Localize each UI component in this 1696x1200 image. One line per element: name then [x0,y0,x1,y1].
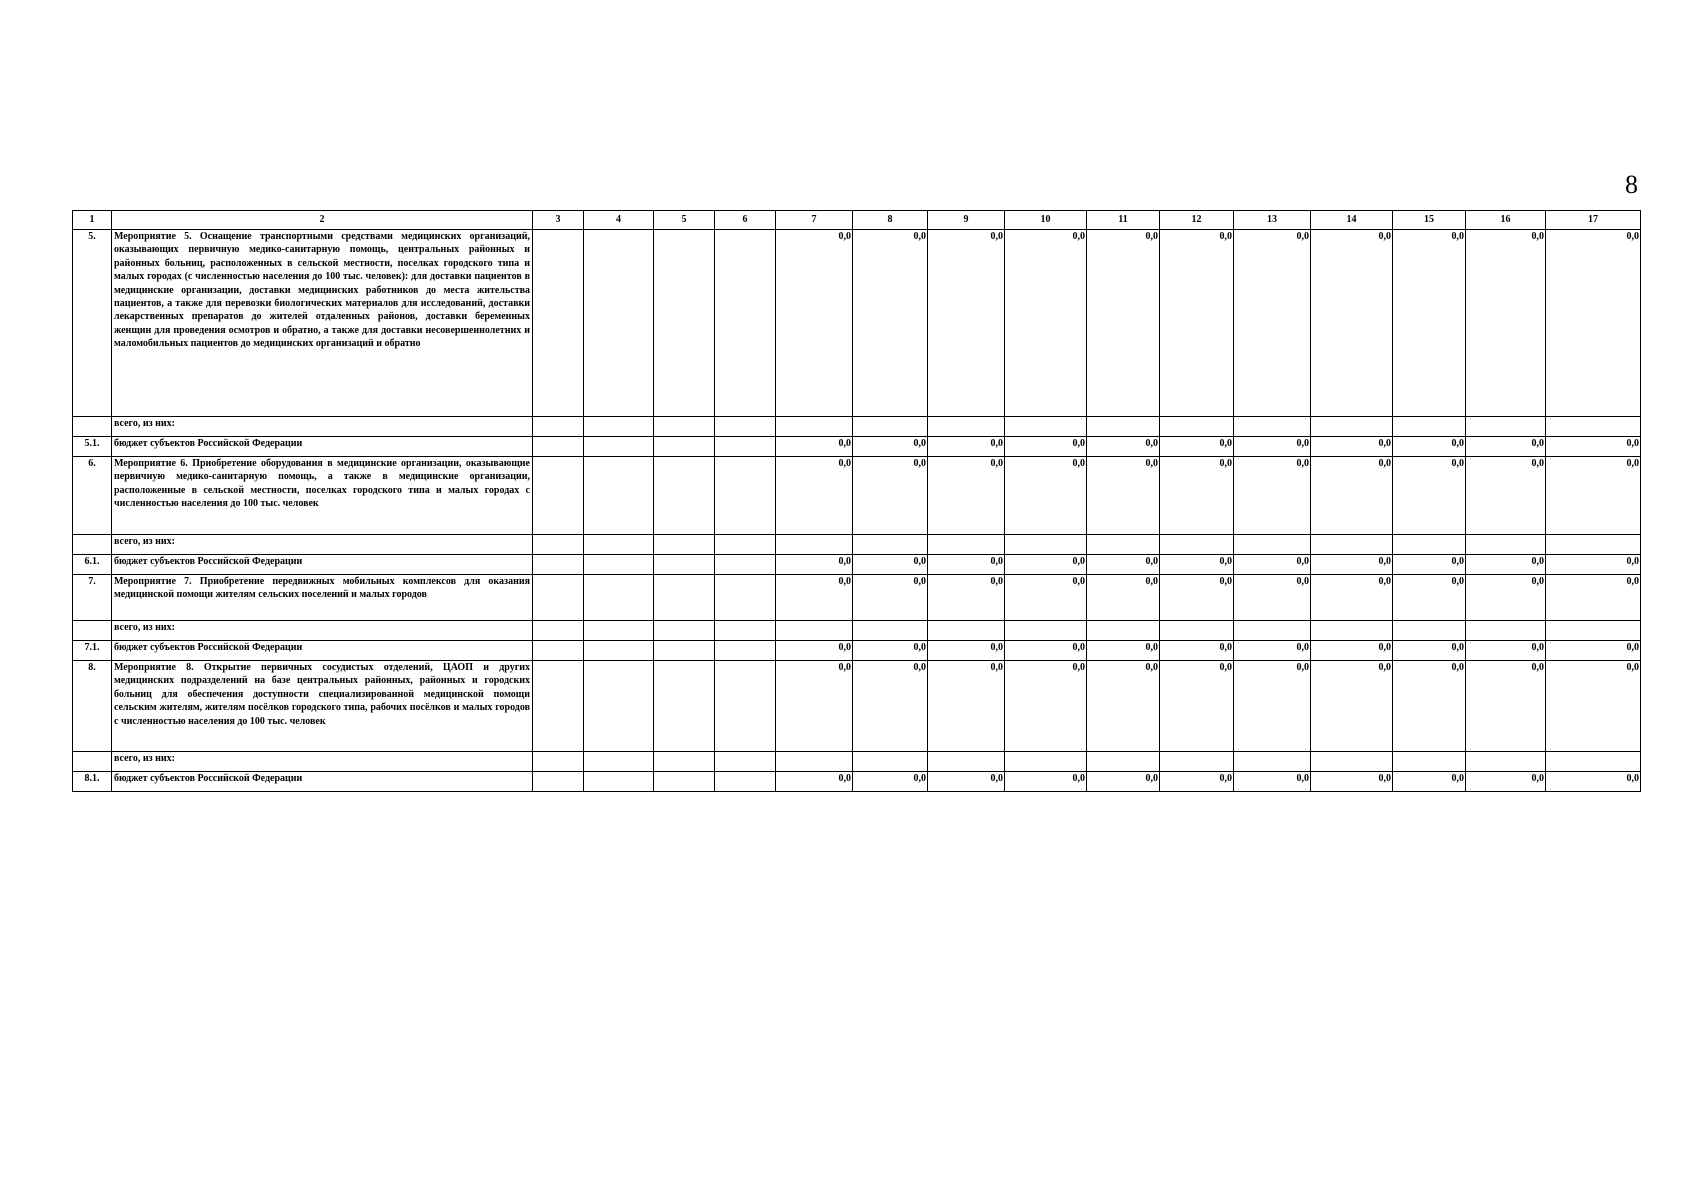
value-cell-col-10 [1005,417,1087,437]
column-header-2: 2 [112,211,533,230]
value-cell-col-13: 0,0 [1234,457,1311,535]
value-cell-col-16: 0,0 [1466,555,1546,575]
row-description: Мероприятие 7. Приобретение передвижных мобильных комплексов для оказания медицинской помощи жителям сельских поселений и малых городов [112,575,533,621]
value-cell-col-8: 0,0 [853,555,928,575]
value-cell-col-5 [654,437,715,457]
value-cell-col-8 [853,417,928,437]
row-description: бюджет субъектов Российской Федерации [112,555,533,575]
financing-table [72,210,1641,792]
table-row-fin [73,641,1641,661]
value-cell-col-7: 0,0 [776,437,853,457]
value-cell-col-17: 0,0 [1546,457,1641,535]
value-cell-col-16 [1466,752,1546,772]
value-cell-col-4 [584,661,654,752]
value-cell-col-14 [1311,417,1393,437]
value-cell-col-10 [1005,535,1087,555]
value-cell-col-17: 0,0 [1546,555,1641,575]
row-number: 5.1. [73,437,112,457]
value-cell-col-17 [1546,621,1641,641]
value-cell-col-4 [584,641,654,661]
value-cell-col-7 [776,535,853,555]
value-cell-col-9: 0,0 [928,437,1005,457]
column-header-9: 9 [928,211,1005,230]
value-cell-col-11: 0,0 [1087,437,1160,457]
value-cell-col-3 [533,230,584,417]
value-cell-col-12 [1160,621,1234,641]
value-cell-col-15 [1393,752,1466,772]
value-cell-col-5 [654,621,715,641]
value-cell-col-5 [654,661,715,752]
value-cell-col-6 [715,555,776,575]
row-description: всего, из них: [112,417,533,437]
value-cell-col-16: 0,0 [1466,575,1546,621]
value-cell-col-6 [715,661,776,752]
value-cell-col-10: 0,0 [1005,641,1087,661]
value-cell-col-10 [1005,621,1087,641]
value-cell-col-5 [654,535,715,555]
column-header-6: 6 [715,211,776,230]
column-header-10: 10 [1005,211,1087,230]
row-number: 7.1. [73,641,112,661]
value-cell-col-11: 0,0 [1087,641,1160,661]
value-cell-col-8 [853,752,928,772]
value-cell-col-11 [1087,752,1160,772]
value-cell-col-15 [1393,535,1466,555]
value-cell-col-14: 0,0 [1311,661,1393,752]
value-cell-col-17: 0,0 [1546,575,1641,621]
column-header-12: 12 [1160,211,1234,230]
table-row-main [73,661,1641,752]
value-cell-col-10: 0,0 [1005,772,1087,792]
table-row-fin [73,437,1641,457]
value-cell-col-15 [1393,621,1466,641]
column-header-16: 16 [1466,211,1546,230]
value-cell-col-15: 0,0 [1393,555,1466,575]
row-number: 6.1. [73,555,112,575]
value-cell-col-3 [533,575,584,621]
value-cell-col-11: 0,0 [1087,575,1160,621]
value-cell-col-13: 0,0 [1234,575,1311,621]
value-cell-col-4 [584,417,654,437]
table-row-main [73,575,1641,621]
value-cell-col-12: 0,0 [1160,230,1234,417]
value-cell-col-10 [1005,752,1087,772]
value-cell-col-9: 0,0 [928,641,1005,661]
value-cell-col-8: 0,0 [853,437,928,457]
table-row-sub [73,535,1641,555]
value-cell-col-6 [715,752,776,772]
value-cell-col-10: 0,0 [1005,437,1087,457]
row-number [73,752,112,772]
value-cell-col-3 [533,437,584,457]
column-header-3: 3 [533,211,584,230]
table-row-main [73,230,1641,417]
row-description: Мероприятие 5. Оснащение транспортными средствами медицинских организаций, оказывающих первичную медико-санитарную помощь, центральных районных и районных больниц, расположенных в сельской местности, поселках городского типа и малых городах (с численностью населения до 100 тыс. человек): для доставки пациентов в медицинские организации, доставки медицинских работников до места жительства пациентов, а также для перевозки биологических материалов для исследований, доставки лекарственных препаратов до жителей отдаленных районов, доставки беременных женщин для проведения осмотров и обратно, а также для доставки несовершеннолетних и маломобильных пациентов до медицинских организаций и обратно [112,230,533,417]
value-cell-col-12 [1160,535,1234,555]
value-cell-col-6 [715,535,776,555]
value-cell-col-12: 0,0 [1160,575,1234,621]
column-header-13: 13 [1234,211,1311,230]
page-number: 8 [1625,170,1638,199]
value-cell-col-16 [1466,535,1546,555]
value-cell-col-8 [853,535,928,555]
value-cell-col-3 [533,641,584,661]
value-cell-col-7: 0,0 [776,575,853,621]
value-cell-col-9 [928,752,1005,772]
value-cell-col-7: 0,0 [776,457,853,535]
value-cell-col-9: 0,0 [928,555,1005,575]
value-cell-col-14: 0,0 [1311,230,1393,417]
value-cell-col-17: 0,0 [1546,230,1641,417]
column-header-4: 4 [584,211,654,230]
value-cell-col-13 [1234,417,1311,437]
value-cell-col-5 [654,230,715,417]
value-cell-col-10: 0,0 [1005,457,1087,535]
value-cell-col-6 [715,417,776,437]
value-cell-col-11: 0,0 [1087,661,1160,752]
value-cell-col-4 [584,535,654,555]
table-body [73,230,1641,792]
value-cell-col-11: 0,0 [1087,457,1160,535]
value-cell-col-16 [1466,621,1546,641]
value-cell-col-7: 0,0 [776,641,853,661]
value-cell-col-5 [654,772,715,792]
value-cell-col-12: 0,0 [1160,772,1234,792]
value-cell-col-12: 0,0 [1160,457,1234,535]
value-cell-col-15: 0,0 [1393,575,1466,621]
value-cell-col-13: 0,0 [1234,230,1311,417]
value-cell-col-16: 0,0 [1466,641,1546,661]
column-header-1: 1 [73,211,112,230]
value-cell-col-11 [1087,621,1160,641]
value-cell-col-8 [853,621,928,641]
row-description: Мероприятие 6. Приобретение оборудования в медицинские организации, оказывающие первичную медико-санитарную помощь, а также в медицинские организации, расположенные в сельской местности, поселках городского типа и малых городах с численностью населения до 100 тыс. человек [112,457,533,535]
value-cell-col-15: 0,0 [1393,457,1466,535]
value-cell-col-8: 0,0 [853,457,928,535]
row-number [73,535,112,555]
value-cell-col-7: 0,0 [776,555,853,575]
row-description: всего, из них: [112,535,533,555]
value-cell-col-9: 0,0 [928,230,1005,417]
value-cell-col-14: 0,0 [1311,437,1393,457]
value-cell-col-11: 0,0 [1087,230,1160,417]
value-cell-col-17: 0,0 [1546,641,1641,661]
header-row [73,211,1641,230]
value-cell-col-3 [533,772,584,792]
value-cell-col-6 [715,772,776,792]
column-header-8: 8 [853,211,928,230]
value-cell-col-4 [584,621,654,641]
row-description: Мероприятие 8. Открытие первичных сосудистых отделений, ЦАОП и других медицинских подразделений на базе центральных районных, районных и городских больниц для обеспечения доступности специализированной медицинской помощи сельским жителям, жителям посёлков городского типа, рабочих посёлков и малых городов с численностью населения до 100 тыс. человек [112,661,533,752]
value-cell-col-13: 0,0 [1234,437,1311,457]
value-cell-col-13 [1234,621,1311,641]
value-cell-col-12 [1160,752,1234,772]
value-cell-col-6 [715,575,776,621]
value-cell-col-12 [1160,417,1234,437]
column-header-7: 7 [776,211,853,230]
value-cell-col-3 [533,457,584,535]
value-cell-col-13: 0,0 [1234,661,1311,752]
table-row-fin [73,772,1641,792]
value-cell-col-5 [654,457,715,535]
value-cell-col-15: 0,0 [1393,230,1466,417]
value-cell-col-14: 0,0 [1311,772,1393,792]
value-cell-col-16: 0,0 [1466,772,1546,792]
value-cell-col-15: 0,0 [1393,641,1466,661]
value-cell-col-3 [533,661,584,752]
value-cell-col-10: 0,0 [1005,575,1087,621]
value-cell-col-8: 0,0 [853,661,928,752]
value-cell-col-14: 0,0 [1311,641,1393,661]
value-cell-col-9: 0,0 [928,575,1005,621]
value-cell-col-15: 0,0 [1393,661,1466,752]
value-cell-col-4 [584,575,654,621]
value-cell-col-15: 0,0 [1393,437,1466,457]
value-cell-col-3 [533,621,584,641]
row-description: всего, из них: [112,752,533,772]
row-description: бюджет субъектов Российской Федерации [112,772,533,792]
row-number: 5. [73,230,112,417]
value-cell-col-6 [715,437,776,457]
value-cell-col-11 [1087,417,1160,437]
value-cell-col-14: 0,0 [1311,457,1393,535]
value-cell-col-5 [654,575,715,621]
value-cell-col-17 [1546,417,1641,437]
value-cell-col-17: 0,0 [1546,661,1641,752]
table-row-sub [73,417,1641,437]
value-cell-col-7: 0,0 [776,230,853,417]
value-cell-col-6 [715,457,776,535]
value-cell-col-6 [715,230,776,417]
value-cell-col-9 [928,535,1005,555]
value-cell-col-9: 0,0 [928,772,1005,792]
value-cell-col-12: 0,0 [1160,641,1234,661]
value-cell-col-16 [1466,417,1546,437]
value-cell-col-7: 0,0 [776,772,853,792]
table-row-sub [73,621,1641,641]
value-cell-col-6 [715,641,776,661]
row-description: бюджет субъектов Российской Федерации [112,437,533,457]
row-number: 8.1. [73,772,112,792]
row-number [73,417,112,437]
value-cell-col-16: 0,0 [1466,437,1546,457]
value-cell-col-3 [533,417,584,437]
value-cell-col-14 [1311,621,1393,641]
value-cell-col-17: 0,0 [1546,437,1641,457]
value-cell-col-14 [1311,535,1393,555]
value-cell-col-15: 0,0 [1393,772,1466,792]
value-cell-col-12: 0,0 [1160,437,1234,457]
value-cell-col-13 [1234,752,1311,772]
value-cell-col-14: 0,0 [1311,575,1393,621]
value-cell-col-8: 0,0 [853,230,928,417]
table-row-main [73,457,1641,535]
value-cell-col-10: 0,0 [1005,555,1087,575]
value-cell-col-13: 0,0 [1234,555,1311,575]
value-cell-col-4 [584,437,654,457]
value-cell-col-4 [584,457,654,535]
value-cell-col-4 [584,555,654,575]
value-cell-col-7 [776,417,853,437]
value-cell-col-14 [1311,752,1393,772]
value-cell-col-8: 0,0 [853,772,928,792]
value-cell-col-8: 0,0 [853,641,928,661]
value-cell-col-9 [928,417,1005,437]
value-cell-col-9: 0,0 [928,457,1005,535]
value-cell-col-4 [584,752,654,772]
column-header-11: 11 [1087,211,1160,230]
value-cell-col-17: 0,0 [1546,772,1641,792]
row-number [73,621,112,641]
value-cell-col-5 [654,641,715,661]
value-cell-col-14: 0,0 [1311,555,1393,575]
table-row-sub [73,752,1641,772]
value-cell-col-11: 0,0 [1087,555,1160,575]
value-cell-col-15 [1393,417,1466,437]
value-cell-col-6 [715,621,776,641]
value-cell-col-13 [1234,535,1311,555]
value-cell-col-12: 0,0 [1160,555,1234,575]
value-cell-col-10: 0,0 [1005,661,1087,752]
value-cell-col-13: 0,0 [1234,641,1311,661]
value-cell-col-16: 0,0 [1466,457,1546,535]
value-cell-col-16: 0,0 [1466,230,1546,417]
value-cell-col-9 [928,621,1005,641]
value-cell-col-5 [654,752,715,772]
value-cell-col-7: 0,0 [776,661,853,752]
row-number: 7. [73,575,112,621]
table-row-fin [73,555,1641,575]
value-cell-col-11: 0,0 [1087,772,1160,792]
value-cell-col-10: 0,0 [1005,230,1087,417]
value-cell-col-5 [654,417,715,437]
row-number: 8. [73,661,112,752]
value-cell-col-3 [533,535,584,555]
value-cell-col-3 [533,752,584,772]
value-cell-col-9: 0,0 [928,661,1005,752]
value-cell-col-17 [1546,535,1641,555]
value-cell-col-4 [584,772,654,792]
row-number: 6. [73,457,112,535]
value-cell-col-13: 0,0 [1234,772,1311,792]
value-cell-col-7 [776,621,853,641]
value-cell-col-17 [1546,752,1641,772]
value-cell-col-16: 0,0 [1466,661,1546,752]
value-cell-col-3 [533,555,584,575]
value-cell-col-12: 0,0 [1160,661,1234,752]
column-header-5: 5 [654,211,715,230]
value-cell-col-4 [584,230,654,417]
row-description: бюджет субъектов Российской Федерации [112,641,533,661]
value-cell-col-11 [1087,535,1160,555]
column-header-14: 14 [1311,211,1393,230]
value-cell-col-7 [776,752,853,772]
row-description: всего, из них: [112,621,533,641]
column-header-15: 15 [1393,211,1466,230]
value-cell-col-5 [654,555,715,575]
column-header-17: 17 [1546,211,1641,230]
value-cell-col-8: 0,0 [853,575,928,621]
